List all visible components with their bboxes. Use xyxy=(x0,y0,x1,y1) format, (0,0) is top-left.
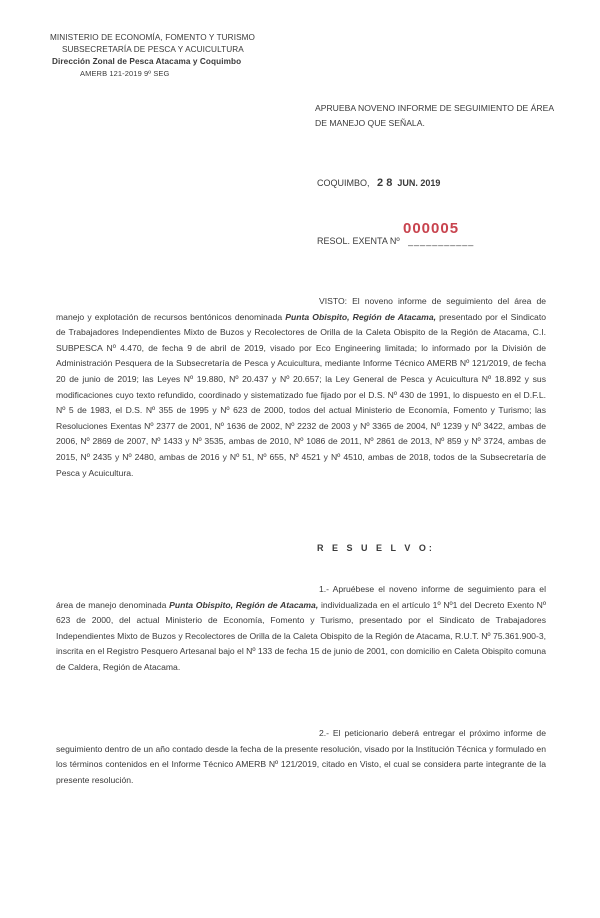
item1-lead: 1.- Apruébese el noveno informe de seguimiento para el área de manejo denominada xyxy=(56,584,546,610)
date-day: 2 8 xyxy=(377,177,393,189)
visto-rest: presentado por el Sindicato de Trabajadores Independientes Mixto de Buzos y Recolectores de Orilla de la Caleta Obispito de la Región de Atacama, C.I. SUBPESCA Nº 4.470, de fecha 9 de abril de 2019, visado por Eco Engineering limitada; lo informado por la División de Administración Pesquera de la Subsecretaría de Pesca y Acuicultura, mediante Informe Técnico AMERB Nº 121/2019, de fecha 20 de junio de 2019; las Leyes Nº 19.880, Nº 20.437 y Nº 20.657; la Ley General de Pesca y Acuicultura Nº 18.892 y sus modificaciones cuyo texto refundido, coordinado y sistematizado fue fijado por el D.S. Nº 430 de 1991, lo dispuesto en el D.F.L. Nº 5 de 1983, el D.S. Nº 355 de 1995 y Nº 623 de 2000, todos del actual Ministerio de Economía, Fomento y Turismo; las Resoluciones Exentas Nº 2377 de 2001, Nº 1636 de 2002, Nº 2232 de 2003 y Nº 3365 de 2004, Nº 1239 y Nº 3422, ambas de 2006, Nº 2869 de 2007, Nº 1433 y Nº 3535, ambas de 2010, Nº 1086 de 2011, Nº 2861 de 2013, Nº 859 y Nº 3724, ambas de 2015, Nº 2435 y Nº 2480, ambas de 2016 y Nº 51, Nº 655, Nº 4521 y Nº 4510, ambas de 2018, todos de la Subsecretaría de Pesca y Acuicultura. xyxy=(56,311,547,478)
item1-area-name: Punta Obispito, Región de Atacama, xyxy=(169,599,319,610)
resolution-item-2 xyxy=(56,726,546,788)
item2-text: 2.- El peticionario deberá entregar el próximo informe de seguimiento dentro de un año contado desde la fecha de la presente resolución, visado por la Institución Técnica y formulado en los términos contenidos en el Informe Técnico AMERB Nº 121/2019, citado en Visto, el cual se considera parte integrante de la presente resolución. xyxy=(56,728,546,785)
document-date xyxy=(317,177,440,189)
header-subsecretary: SUBSECRETARÍA DE PESCA Y ACUICULTURA xyxy=(62,45,244,54)
visto-paragraph xyxy=(56,294,546,481)
resolution-item-1 xyxy=(56,582,546,676)
date-month-year: JUN. 2019 xyxy=(397,178,441,188)
header-reference: AMERB 121-2019 9º SEG xyxy=(80,69,170,78)
resolution-underline: ___________ xyxy=(408,236,475,246)
visto-lead: VISTO: El noveno informe de seguimiento del área de manejo y explotación de recursos bentónicos denominada xyxy=(56,296,546,322)
date-city: COQUIMBO, xyxy=(317,178,370,188)
header-ministry: MINISTERIO DE ECONOMÍA, FOMENTO Y TURISMO xyxy=(50,33,256,42)
resuelvo-heading: R E S U E L V O: xyxy=(317,543,435,553)
resolution-label: RESOL. EXENTA Nº xyxy=(317,236,400,246)
header-zonal-direction: Dirección Zonal de Pesca Atacama y Coquimbo xyxy=(52,57,242,66)
resolution-number-stamp: 000005 xyxy=(403,220,460,237)
item1-rest: individualizada en el artículo 1º Nº1 del Decreto Exento Nº 623 de 2000, del actual Ministerio de Economía, Fomento y Turismo, presentado por el Sindicato de Trabajadores Independientes Mixto de Buzos y Recolectores de Orilla de la Caleta Obispito de la Región de Atacama, R.U.T. Nº 75.361.900-3, inscrita en el Registro Pesquero Artesanal bajo el Nº 133 de fecha 15 de junio de 2001, con domicilio en Caleta Obispito comuna de Caldera, Región de Atacama. xyxy=(56,599,547,672)
resolution-number-line xyxy=(317,220,475,246)
visto-area-name: Punta Obispito, Región de Atacama, xyxy=(285,311,436,322)
document-subject: APRUEBA NOVENO INFORME DE SEGUIMIENTO DE ÁREA DE MANEJO QUE SEÑALA. xyxy=(315,103,554,128)
